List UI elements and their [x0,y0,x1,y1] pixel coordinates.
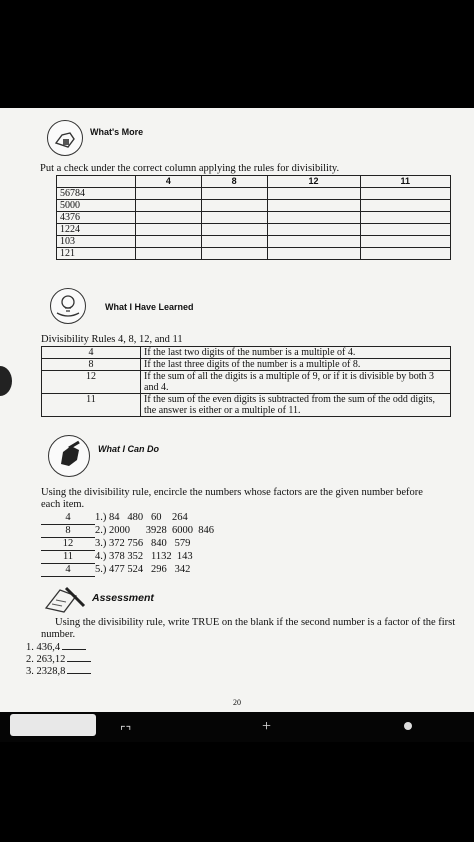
item-numbers: 2.) 2000 3928 6000 846 [95,525,214,536]
table-row [57,188,451,200]
factor-blank: 4 [41,564,95,577]
answer-blank[interactable] [62,649,86,650]
item-numbers: 1.) 84 480 60 264 [95,512,188,523]
table-header-row [57,176,451,188]
can-do-items [41,512,214,577]
item-numbers: 4.) 378 352 1132 143 [95,551,193,562]
table-row [57,200,451,212]
viewer-toolbar [0,712,474,742]
more-icon[interactable] [404,722,412,730]
check-cell[interactable] [267,224,360,236]
column-header-4: 4 [136,176,202,188]
check-cell[interactable] [201,200,267,212]
table-row [57,248,451,260]
assessment-items [26,642,91,678]
list-item [26,642,91,654]
check-cell[interactable] [201,236,267,248]
list-item [26,654,91,666]
rule-cell: If the sum of the even digits is subtracted from the sum of the odd digits, the answer is either or a multiple of 11. [141,394,451,417]
check-cell[interactable] [201,212,267,224]
lightbulb-hand-icon [50,288,86,324]
item-text: 3. 2328,8 [26,666,66,677]
factor-blank: 8 [41,525,95,538]
section-title-can-do: What I Can Do [98,444,159,454]
list-item [41,525,214,538]
check-cell[interactable] [136,236,202,248]
fist-icon [48,435,90,477]
list-item [41,512,214,525]
divisor-cell: 11 [42,394,141,417]
worksheet-page [0,108,474,712]
crop-icon[interactable]: ⌜⌝ [120,724,132,738]
factor-blank: 12 [41,538,95,551]
can-do-instruction: Using the divisibility rule, encircle the numbers whose factors are the given number before each item. [41,487,423,510]
divisor-cell: 4 [42,347,141,359]
check-cell[interactable] [360,248,450,260]
check-cell[interactable] [201,248,267,260]
answer-blank[interactable] [67,661,91,662]
number-cell: 56784 [57,188,136,200]
check-cell[interactable] [360,236,450,248]
rule-cell: If the last three digits of the number is a multiple of 8. [141,359,451,371]
check-cell[interactable] [267,212,360,224]
check-cell[interactable] [267,236,360,248]
table-row [42,394,451,417]
answer-blank[interactable] [67,673,91,674]
add-icon[interactable]: + [262,718,272,735]
check-cell[interactable] [360,212,450,224]
divisibility-rules-table [41,346,451,417]
section-title-assessment: Assessment [92,592,154,604]
rule-cell: If the sum of all the digits is a multiple of 9, or if it is divisible by both 3 and 4. [141,371,451,394]
rules-caption: Divisibility Rules 4, 8, 12, and 11 [41,334,183,345]
check-cell[interactable] [201,224,267,236]
section-title-learned: What I Have Learned [105,302,194,312]
column-header-11: 11 [360,176,450,188]
number-cell: 5000 [57,200,136,212]
check-cell[interactable] [136,200,202,212]
table-row [42,347,451,359]
hands-puzzle-icon [47,120,83,156]
pencil-paper-icon [42,582,88,616]
number-cell: 1224 [57,224,136,236]
check-cell[interactable] [201,188,267,200]
number-cell: 121 [57,248,136,260]
check-cell[interactable] [267,248,360,260]
factor-blank: 4 [41,512,95,525]
column-header-8: 8 [201,176,267,188]
check-cell[interactable] [267,200,360,212]
page-number: 20 [233,698,241,707]
column-header-12: 12 [267,176,360,188]
divisor-cell: 8 [42,359,141,371]
item-numbers: 3.) 372 756 840 579 [95,538,191,549]
check-cell[interactable] [267,188,360,200]
list-item [26,666,91,678]
factor-blank: 11 [41,551,95,564]
check-cell[interactable] [136,212,202,224]
table-row [42,359,451,371]
table-row [57,224,451,236]
item-numbers: 5.) 477 524 296 342 [95,564,191,575]
table-row [42,371,451,394]
thumbnail-strip[interactable] [10,714,96,736]
item-text: 2. 263,12 [26,654,66,665]
check-cell[interactable] [360,188,450,200]
section-title-whats-more: What's More [90,127,144,137]
list-item [41,551,214,564]
item-text: 1. 436,4 [26,642,61,653]
check-cell[interactable] [360,200,450,212]
list-item [41,538,214,551]
assessment-instruction: Using the divisibility rule, write TRUE on the blank if the second number is a factor of the first number. [41,617,456,640]
rule-cell: If the last two digits of the number is a multiple of 4. [141,347,451,359]
check-cell[interactable] [136,248,202,260]
check-cell[interactable] [136,188,202,200]
check-cell[interactable] [136,224,202,236]
table-row [57,236,451,248]
table-row [57,212,451,224]
check-cell[interactable] [360,224,450,236]
divisibility-check-table [56,175,451,260]
number-cell: 103 [57,236,136,248]
whats-more-instruction: Put a check under the correct column applying the rules for divisibility. [40,163,340,174]
list-item [41,564,214,577]
divisor-cell: 12 [42,371,141,394]
column-header-blank [57,176,136,188]
number-cell: 4376 [57,212,136,224]
